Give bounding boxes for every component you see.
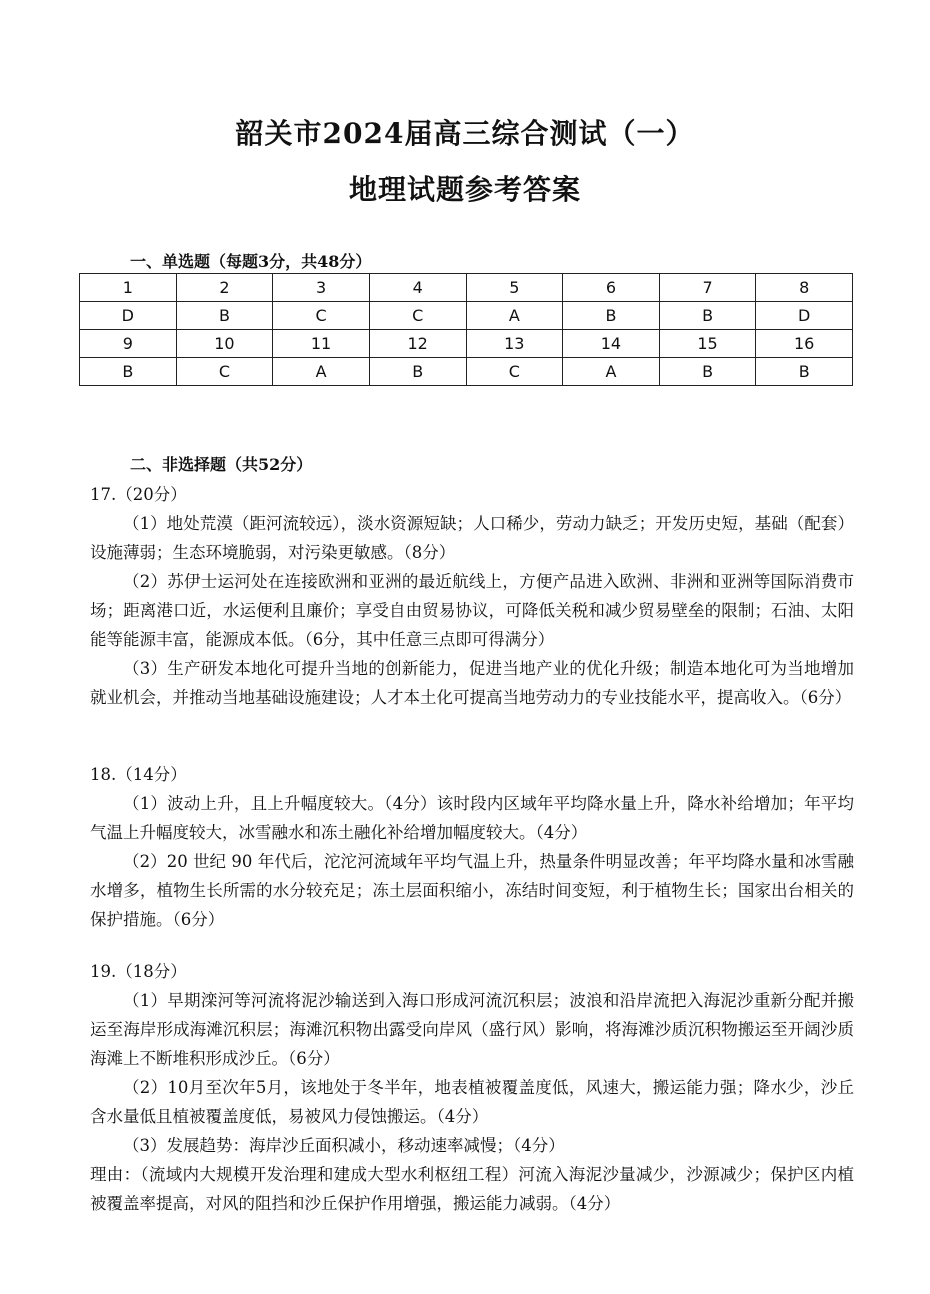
table-cell: C [466,358,563,386]
table-cell: 13 [466,330,563,358]
question-19-heading: 19.（18分） [90,962,187,981]
question-17-answer-1: （1）地处荒漠（距河流较远），淡水资源短缺；人口稀少，劳动力缺乏；开发历史短，基础（配套）设施薄弱；生态环境脆弱，对污染更敏感。（8分） [90,514,854,562]
question-19-answer-3: （3）发展趋势：海岸沙丘面积减小，移动速率减慢；（4分） [123,1136,565,1155]
question-19-reason: 理由：（流域内大规模开发治理和建成大型水利枢纽工程）河流入海泥沙量减少，沙源减少；保护区内植被覆盖率提高，对风的阻挡和沙丘保护作用增强，搬运能力减弱。（4分） [90,1165,854,1213]
question-19-answer-1: （1）早期滦河等河流将泥沙输送到入海口形成河流沉积层；波浪和沿岸流把入海泥沙重新分配并搬运至海岸形成海滩沉积层；海滩沉积物出露受向岸风（盛行风）影响，将海滩沙质沉积物搬运至开阔沙质海滩上不断堆积形成沙丘。（6分） [90,991,854,1068]
table-cell: 3 [273,274,370,302]
question-18-answer-2: （2）20 世纪 90 年代后，沱沱河流域年平均气温上升，热量条件明显改善；年平均降水量和冰雪融水增多，植物生长所需的水分较充足；冻土层面积缩小，冻结时间变短，利于植物生长；国家出台相关的保护措施。（6分） [90,852,854,929]
table-cell: 1 [80,274,177,302]
question-18-heading: 18.（14分） [90,765,187,784]
table-cell: C [176,358,273,386]
table-cell: 15 [659,330,756,358]
table-cell: B [176,302,273,330]
table-row [80,330,853,358]
table-row [80,358,853,386]
table-cell: A [466,302,563,330]
table-cell: 7 [659,274,756,302]
table-cell: 11 [273,330,370,358]
question-17 [90,480,854,712]
table-cell: C [273,302,370,330]
table-cell: 16 [756,330,853,358]
question-18 [90,760,854,934]
table-cell: 10 [176,330,273,358]
table-row [80,274,853,302]
question-18-answer-1: （1）波动上升，且上升幅度较大。（4分）该时段内区域年平均降水量上升，降水补给增加；年平均气温上升幅度较大，冰雪融水和冻土融化补给增加幅度较大。（4分） [90,794,854,842]
table-cell: 12 [369,330,466,358]
table-row [80,302,853,330]
table-cell: B [659,358,756,386]
question-19 [90,957,854,1218]
table-cell: B [756,358,853,386]
table-cell: B [563,302,660,330]
page-subtitle: 地理试题参考答案 [348,173,581,206]
table-cell: A [563,358,660,386]
table-cell: 5 [466,274,563,302]
table-cell: B [80,358,177,386]
table-cell: B [659,302,756,330]
question-17-heading: 17.（20分） [90,485,187,504]
table-cell: D [756,302,853,330]
table-cell: 6 [563,274,660,302]
table-cell: 9 [80,330,177,358]
table-cell: 8 [756,274,853,302]
table-cell: 4 [369,274,466,302]
question-19-answer-2: （2）10月至次年5月，该地处于冬半年，地表植被覆盖度低，风速大，搬运能力强；降水少，沙丘含水量低且植被覆盖度低，易被风力侵蚀搬运。（4分） [90,1078,854,1126]
question-17-answer-2: （2）苏伊士运河处在连接欧洲和亚洲的最近航线上，方便产品进入欧洲、非洲和亚洲等国际消费市场；距离港口近，水运便利且廉价；享受自由贸易协议，可降低关税和减少贸易壁垒的限制；石油、太阳能等能源丰富，能源成本低。（6分，其中任意三点即可得满分） [90,572,854,649]
table-cell: D [80,302,177,330]
question-17-answer-3: （3）生产研发本地化可提升当地的创新能力，促进当地产业的优化升级；制造本地化可为当地增加就业机会，并推动当地基础设施建设；人才本土化可提高当地劳动力的专业技能水平，提高收入。（6分） [90,659,854,707]
table-cell: 2 [176,274,273,302]
table-cell: B [369,358,466,386]
section1-heading: 一、单选题（每题3分，共48分） [130,252,372,271]
table-cell: C [369,302,466,330]
table-cell: 14 [563,330,660,358]
answer-table [79,273,853,386]
section2-heading: 二、非选择题（共52分） [130,455,313,474]
table-cell: A [273,358,370,386]
page-title: 韶关市2024届高三综合测试（一） [235,117,695,150]
